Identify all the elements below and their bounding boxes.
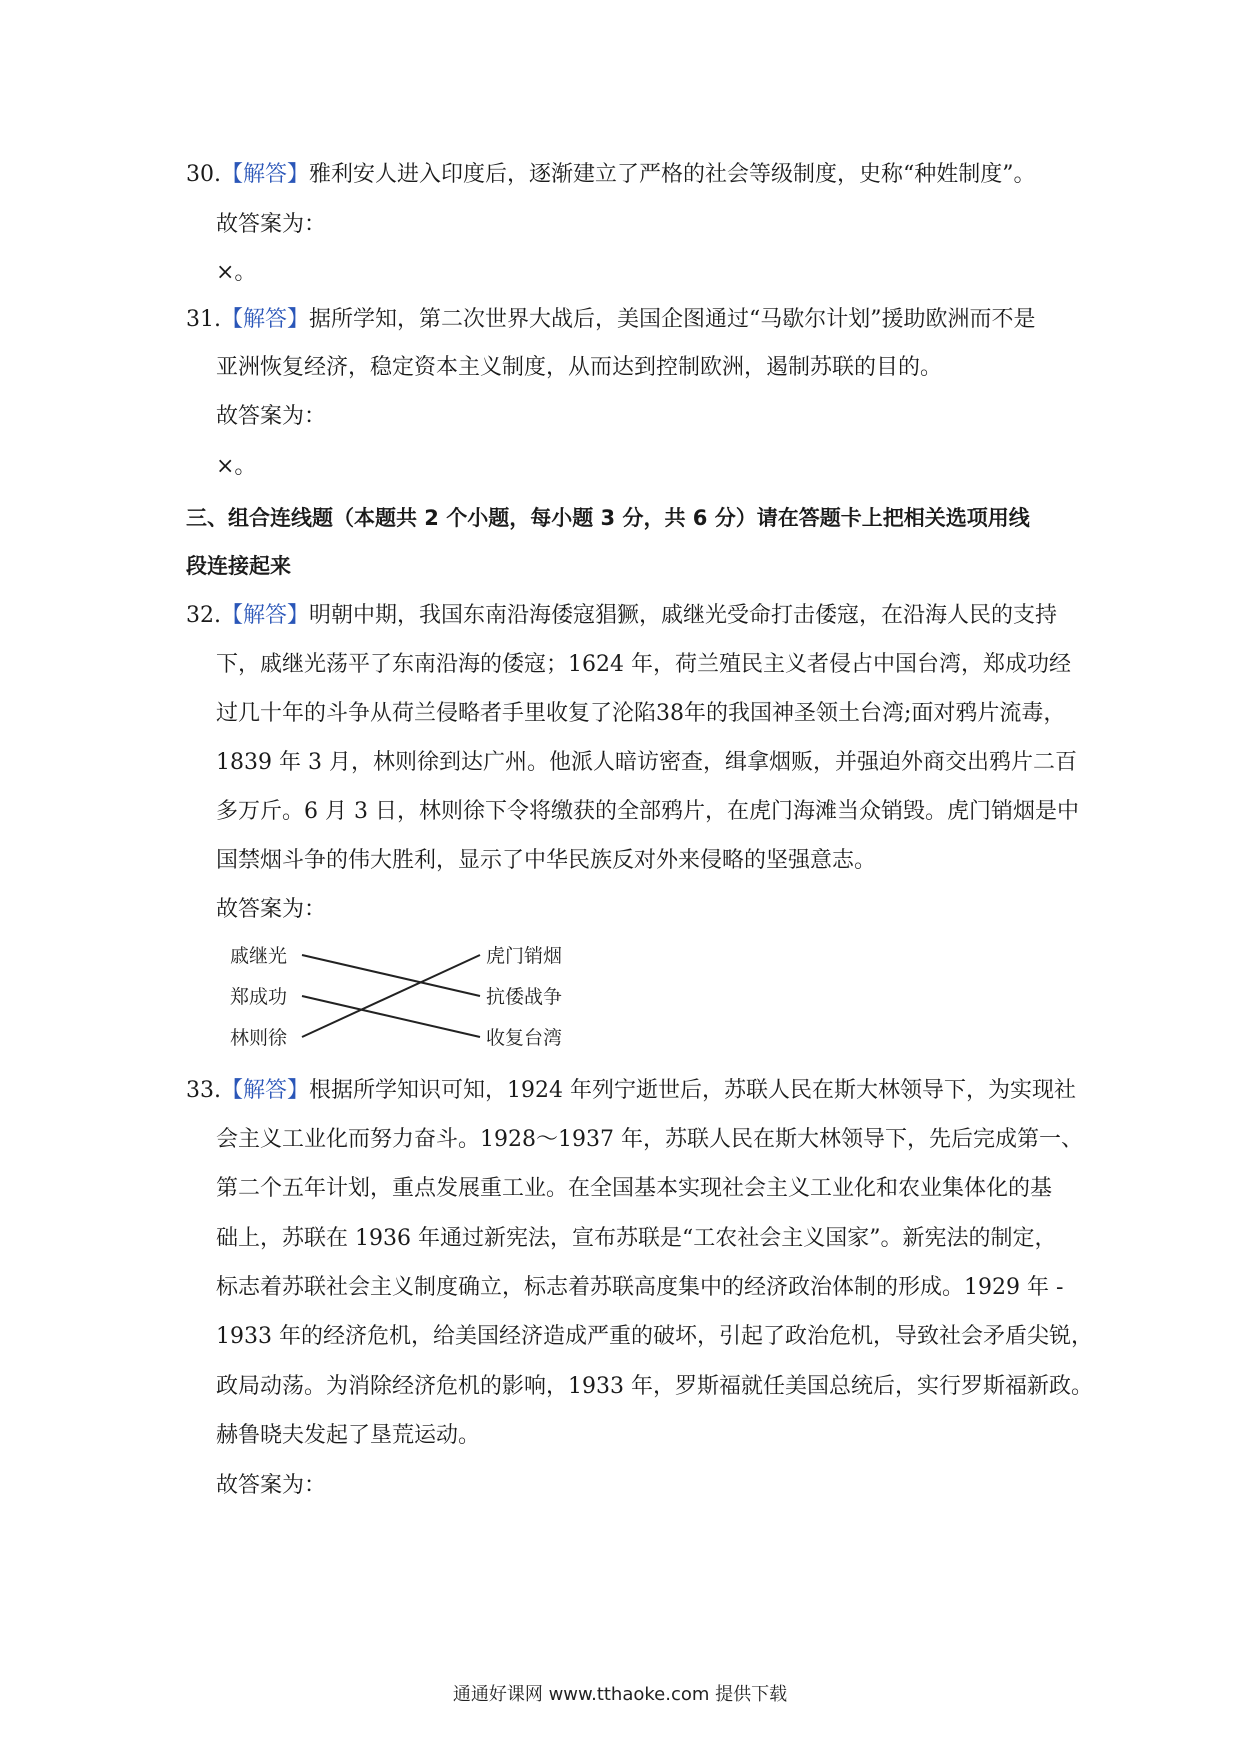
q32-text-line4: 1839 年 3 月，林则徐到达广州。他派人暗访密查，缉拿烟贩，并强迫外商交出鸦片二百 xyxy=(216,750,1077,775)
q32-answer-label: 故答案为： xyxy=(216,897,327,922)
match-left-item: 郑成功 xyxy=(230,986,288,1008)
q33-answer-label: 故答案为： xyxy=(216,1473,327,1498)
q31-text-line1: 据所学知，第二次世界大战后，美国企图通过“马歇尔计划”援助欧洲而不是 xyxy=(309,307,1036,332)
q33-text-line6: 1933 年的经济危机，给美国经济造成严重的破坏，引起了政治危机，导致社会矛盾尖锐， xyxy=(216,1324,1093,1349)
q33-text-line5: 标志着苏联社会主义制度确立，标志着苏联高度集中的经济政治体制的形成。1929 年 - xyxy=(216,1275,1064,1300)
q33-text-line3: 第二个五年计划，重点发展重工业。在全国基本实现社会主义工业化和农业集体化的基 xyxy=(216,1176,1053,1201)
q30-number: 30. xyxy=(186,162,221,187)
q31-answer: ×。 xyxy=(216,454,257,479)
q30-answer-label: 故答案为： xyxy=(216,212,327,237)
q30-line1 xyxy=(186,160,1036,190)
match-left-item: 林则徐 xyxy=(230,1027,288,1049)
q33-text-line1: 根据所学知识可知，1924 年列宁逝世后，苏联人民在斯大林领导下，为实现社 xyxy=(309,1078,1076,1103)
q32-text-line6: 国禁烟斗争的伟大胜利，显示了中华民族反对外来侵略的坚强意志。 xyxy=(216,848,877,873)
match-right-item: 收复台湾 xyxy=(486,1027,563,1049)
q31-solution-tag: 【解答】 xyxy=(221,307,310,332)
match-line-linzexu xyxy=(302,955,480,1037)
q31-answer-label: 故答案为： xyxy=(216,404,327,429)
match-right-item: 抗倭战争 xyxy=(486,986,563,1008)
q30-answer: ×。 xyxy=(216,260,257,285)
section3-title-line1: 三、组合连线题（本题共 2 个小题，每小题 3 分，共 6 分）请在答题卡上把相关选项用线 xyxy=(186,506,1030,530)
q32-text-line1: 明朝中期，我国东南沿海倭寇猖獗，戚继光受命打击倭寇，在沿海人民的支持 xyxy=(309,603,1058,628)
q32-line1 xyxy=(186,601,1057,631)
q32-matching-diagram xyxy=(230,940,590,1060)
match-left-item: 戚继光 xyxy=(230,945,288,967)
q33-text-line8: 赫鲁晓夫发起了垦荒运动。 xyxy=(216,1423,481,1448)
match-line-zhengchenggong xyxy=(302,996,480,1037)
q33-number: 33. xyxy=(186,1078,221,1103)
q31-text-line2: 亚洲恢复经济，稳定资本主义制度，从而达到控制欧洲，遏制苏联的目的。 xyxy=(216,355,943,380)
q33-text-line7: 政局动荡。为消除经济危机的影响，1933 年，罗斯福就任美国总统后，实行罗斯福新政。 xyxy=(216,1374,1093,1399)
q30-text: 雅利安人进入印度后，逐渐建立了严格的社会等级制度，史称“种姓制度”。 xyxy=(309,162,1036,187)
q30-solution-tag: 【解答】 xyxy=(221,162,310,187)
q32-solution-tag: 【解答】 xyxy=(221,603,310,628)
q33-line1 xyxy=(186,1076,1076,1106)
q33-text-line2: 会主义工业化而努力奋斗。1928～1937 年，苏联人民在斯大林领导下，先后完成第一、 xyxy=(216,1127,1083,1152)
q31-number: 31. xyxy=(186,307,221,332)
q32-text-line5: 多万斤。6 月 3 日，林则徐下令将缴获的全部鸦片，在虎门海滩当众销毁。虎门销烟是中 xyxy=(216,799,1079,824)
q31-line1 xyxy=(186,305,1036,335)
q32-text-line2: 下，戚继光荡平了东南沿海的倭寇；1624 年，荷兰殖民主义者侵占中国台湾，郑成功经 xyxy=(216,652,1071,677)
q33-text-line4: 础上，苏联在 1936 年通过新宪法，宣布苏联是“工农社会主义国家”。新宪法的制定， xyxy=(216,1226,1057,1251)
q32-number: 32. xyxy=(186,603,221,628)
section3-title-line2: 段连接起来 xyxy=(186,554,291,578)
footer-download-credit: 通通好课网 www.tthaoke.com 提供下载 xyxy=(452,1684,788,1705)
q32-text-line3: 过几十年的斗争从荷兰侵略者手里收复了沦陷38年的我国神圣领土台湾;面对鸦片流毒， xyxy=(216,701,1066,726)
q33-solution-tag: 【解答】 xyxy=(221,1078,310,1103)
match-line-qijiguang xyxy=(302,955,480,996)
match-right-item: 虎门销烟 xyxy=(486,945,563,967)
